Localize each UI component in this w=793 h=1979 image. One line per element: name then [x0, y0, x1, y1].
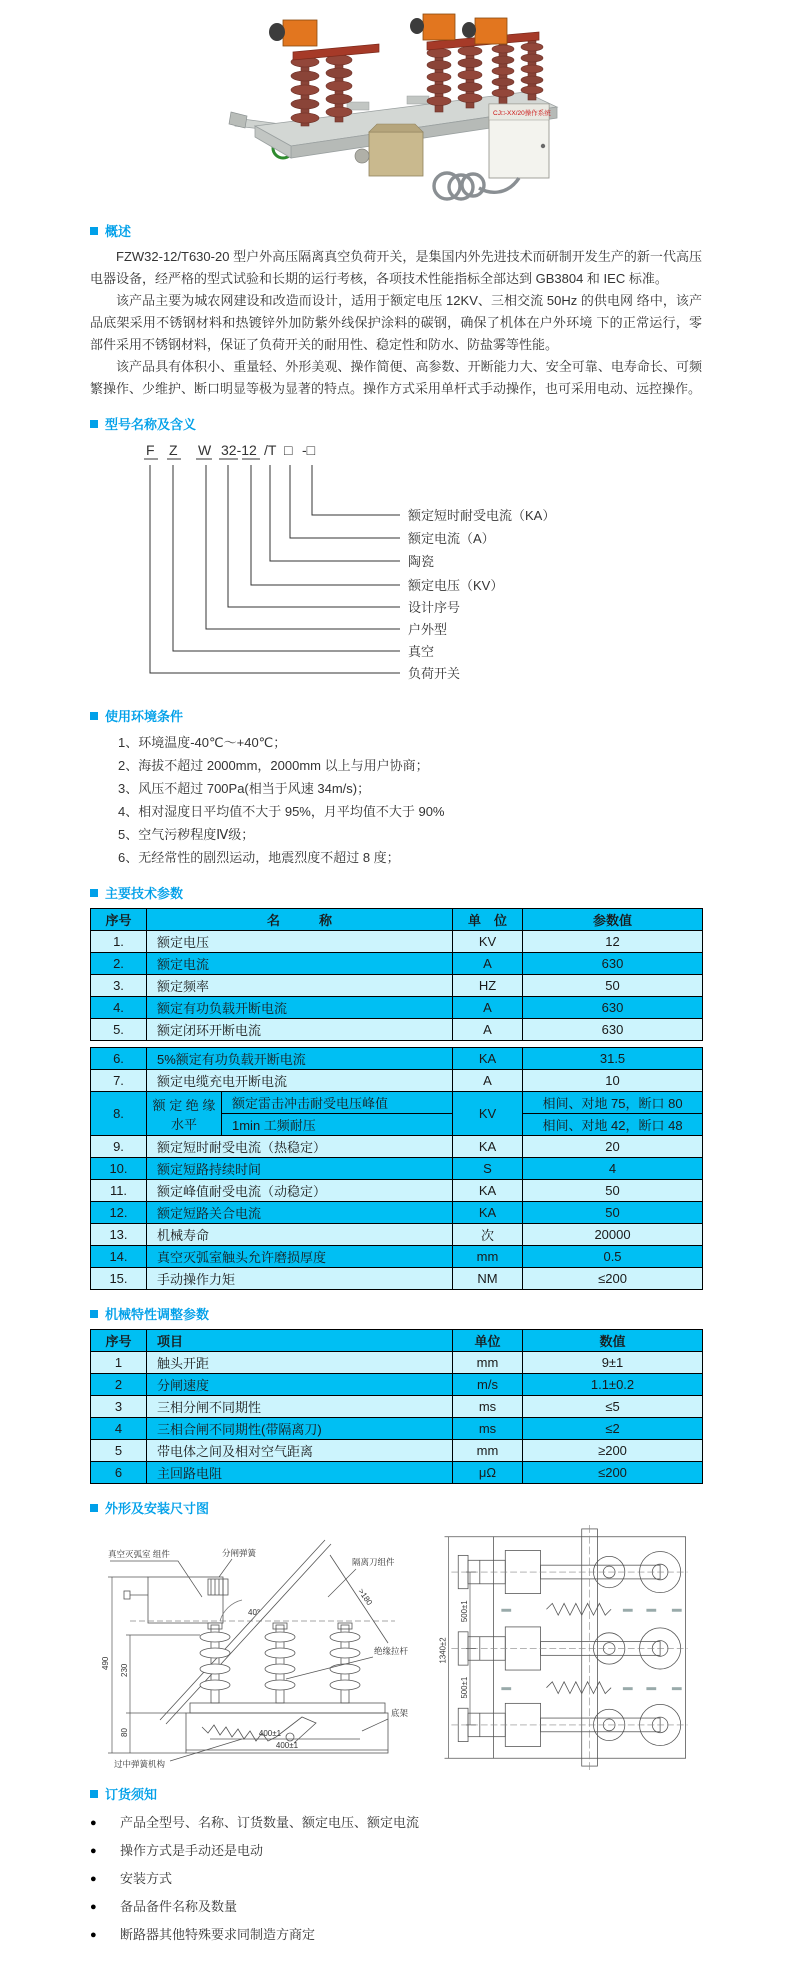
spring-bottom	[546, 1682, 611, 1694]
insulator-outline	[200, 1623, 360, 1703]
table-row	[91, 997, 703, 1019]
section-bullet-icon	[90, 227, 98, 235]
cell-value: 相间、对地 75，断口 80	[523, 1092, 703, 1114]
cell-no: 6.	[91, 1048, 147, 1070]
cell-value: 630	[523, 1019, 703, 1041]
dim-490: 490	[101, 1656, 110, 1670]
table-row	[91, 1202, 703, 1224]
callout-base-frame: 底架	[391, 1708, 409, 1718]
environment-item: 2、海拔不超过 2000mm，2000mm 以上与用户协商；	[118, 758, 429, 773]
model-part-W: W	[198, 442, 212, 458]
cell-no: 1	[91, 1352, 147, 1374]
cell-unit: A	[453, 1019, 523, 1041]
cell-name: 额定短路持续时间	[147, 1158, 453, 1180]
environment-title-text: 使用环境条件	[105, 709, 184, 724]
model-part-T: /T	[264, 442, 277, 458]
cell-no: 2.	[91, 953, 147, 975]
cell-value: ≤200	[523, 1268, 703, 1290]
table-row	[91, 931, 703, 953]
section-environment-title	[90, 706, 702, 725]
environment-item: 6、无经常性的剧烈运动，地震烈度不超过 8 度；	[118, 850, 400, 865]
model-label-outdoor: 户外型	[408, 622, 448, 637]
environment-item: 5、空气污秽程度Ⅳ级；	[118, 827, 255, 842]
dim-80: 80	[120, 1728, 129, 1737]
cell-name: 额定闭环开断电流	[147, 1019, 453, 1041]
dimension-drawings	[90, 1525, 702, 1770]
cell-unit: ms	[453, 1396, 523, 1418]
cell-name: 主回路电阻	[147, 1462, 453, 1484]
bullet-icon: ●	[90, 1845, 97, 1857]
section-overview-title	[90, 221, 702, 240]
table-row	[91, 1158, 703, 1180]
cell-unit: KV	[453, 1092, 523, 1136]
table-row	[91, 953, 703, 975]
mech-params-table	[90, 1329, 703, 1484]
dim-500-bottom: 500±1	[460, 1676, 470, 1699]
overview-paragraph-3: 该产品具有体积小、重量轻、外形美观、操作简便、高参数、开断能力大、安全可靠、电寿命长、可频繁操作、少维护、断口明显等极为显著的特点。操作方式采用单杆式手动操作，也可采用电动、远控操作。	[90, 359, 702, 396]
cell-value: 相间、对地 42，断口 48	[523, 1114, 703, 1136]
main-params-title-text: 主要技术参数	[105, 886, 184, 901]
model-part-F: F	[146, 442, 155, 458]
cell-no: 8.	[91, 1092, 147, 1136]
main-params-table-bottom	[90, 1047, 703, 1290]
cell-unit: A	[453, 997, 523, 1019]
cell-name: 额定电流	[147, 953, 453, 975]
cell-unit: A	[453, 953, 523, 975]
cell-unit: KA	[453, 1202, 523, 1224]
cell-value: ≤5	[523, 1396, 703, 1418]
header-cell: 名 称	[147, 909, 453, 931]
control-box-label: CJ□-XX/20操作系统	[492, 110, 551, 117]
cell-name: 分闸速度	[147, 1374, 453, 1396]
model-label-ceramic: 陶瓷	[408, 554, 435, 569]
header-cell: 单 位	[453, 909, 523, 931]
right-dimension-drawing	[434, 1525, 702, 1770]
cell-name: 额定频率	[147, 975, 453, 997]
model-title-text: 型号名称及含义	[105, 417, 197, 432]
header-cell: 序号	[91, 909, 147, 931]
cell-no: 15.	[91, 1268, 147, 1290]
table-row-insulation-1	[91, 1092, 703, 1114]
cell-name: 三相合闸不同期性(带隔离刀)	[147, 1418, 453, 1440]
ordering-item-text: 断路器其他特殊要求同制造方商定	[120, 1927, 316, 1942]
ordering-item	[90, 1837, 702, 1865]
model-label-load-switch: 负荷开关	[408, 666, 461, 681]
table-row	[91, 1396, 703, 1418]
callout-vacuum-interrupter: 真空灭弧室 组件	[108, 1549, 170, 1559]
model-part-Z: Z	[169, 442, 178, 458]
table-row	[91, 1352, 703, 1374]
overview-title-text: 概述	[105, 224, 132, 239]
cell-value: ≤2	[523, 1418, 703, 1440]
table-row	[91, 1246, 703, 1268]
cell-value: 12	[523, 931, 703, 953]
cell-unit: mm	[453, 1246, 523, 1268]
cell-no: 5.	[91, 1019, 147, 1041]
ordering-item	[90, 1893, 702, 1921]
cell-unit: KV	[453, 931, 523, 953]
model-code-diagram	[90, 439, 702, 689]
ordering-title-text: 订货须知	[105, 1787, 158, 1802]
cell-value: 20000	[523, 1224, 703, 1246]
ordering-item	[90, 1865, 702, 1893]
dim-400-1: 400±1	[258, 1729, 282, 1738]
cell-unit: mm	[453, 1440, 523, 1462]
cell-name: 额定电缆充电开断电流	[147, 1070, 453, 1092]
table-header-row	[91, 909, 703, 931]
ordering-item	[90, 1921, 702, 1949]
cell-name: 额定电压	[147, 931, 453, 953]
cell-insulation-group: 额 定 绝 缘水平	[147, 1092, 222, 1136]
table-header-row	[91, 1330, 703, 1352]
environment-item: 1、环境温度-40℃～+40℃；	[118, 735, 287, 750]
cell-value: 10	[523, 1070, 703, 1092]
cell-no: 7.	[91, 1070, 147, 1092]
model-part-3212: 32-12	[221, 442, 257, 458]
environment-item: 4、相对湿度日平均值不大于 95%，月平均值不大于 90%	[118, 804, 445, 819]
cell-value: 9±1	[523, 1352, 703, 1374]
cell-value: 50	[523, 975, 703, 997]
cell-name: 额定雷击冲击耐受电压峰值	[222, 1092, 453, 1114]
cell-value: 50	[523, 1180, 703, 1202]
callout-insulating-rod: 绝缘拉杆	[374, 1646, 409, 1656]
cell-name: 1min 工频耐压	[222, 1114, 453, 1136]
cell-unit: S	[453, 1158, 523, 1180]
cell-name: 触头开距	[147, 1352, 453, 1374]
cell-no: 12.	[91, 1202, 147, 1224]
cell-unit: 次	[453, 1224, 523, 1246]
dim-500-top: 500±1	[460, 1600, 470, 1623]
environment-item: 3、风压不超过 700Pa(相当于风速 34m/s)；	[118, 781, 371, 796]
dim-230: 230	[120, 1663, 129, 1677]
cell-no: 5	[91, 1440, 147, 1462]
section-mech-params-title	[90, 1304, 702, 1323]
cell-no: 14.	[91, 1246, 147, 1268]
cell-no: 1.	[91, 931, 147, 953]
ordering-item	[90, 1809, 702, 1837]
header-cell: 数值	[523, 1330, 703, 1352]
drive-box-1	[283, 20, 317, 46]
header-cell: 单位	[453, 1330, 523, 1352]
cell-name: 额定短时耐受电流（热稳定）	[147, 1136, 453, 1158]
section-ordering-title	[90, 1784, 702, 1803]
cell-value: 4	[523, 1158, 703, 1180]
table-row	[91, 975, 703, 997]
callout-over-center-spring: 过中弹簧机构	[114, 1759, 166, 1769]
cell-no: 2	[91, 1374, 147, 1396]
dimensions-title-text: 外形及安装尺寸图	[105, 1501, 210, 1516]
section-bullet-icon	[90, 420, 98, 428]
cell-value: 1.1±0.2	[523, 1374, 703, 1396]
section-bullet-icon	[90, 1504, 98, 1512]
control-box	[489, 104, 551, 178]
contact-arms	[269, 14, 539, 60]
cell-value: 0.5	[523, 1246, 703, 1268]
cell-unit: HZ	[453, 975, 523, 997]
cell-value: 20	[523, 1136, 703, 1158]
model-label-rated-current: 额定电流（A）	[408, 531, 495, 546]
cell-no: 10.	[91, 1158, 147, 1180]
cell-no: 4.	[91, 997, 147, 1019]
cell-no: 3	[91, 1396, 147, 1418]
dim-400-2: 400±1	[275, 1741, 299, 1750]
cell-unit: mm	[453, 1352, 523, 1374]
table-row	[91, 1136, 703, 1158]
bullet-icon: ●	[90, 1929, 97, 1941]
cell-name: 5%额定有功负载开断电流	[147, 1048, 453, 1070]
spring-top	[546, 1603, 611, 1615]
cell-value: 630	[523, 997, 703, 1019]
cell-unit: m/s	[453, 1374, 523, 1396]
cell-name: 额定短路关合电流	[147, 1202, 453, 1224]
ordering-item-text: 产品全型号、名称、订货数量、额定电压、额定电流	[120, 1815, 420, 1830]
model-label-design-serial: 设计序号	[408, 600, 461, 615]
ordering-item-text: 安装方式	[120, 1871, 173, 1886]
ordering-item-text: 操作方式是手动还是电动	[120, 1843, 264, 1858]
section-model-title	[90, 414, 702, 433]
cell-name: 手动操作力矩	[147, 1268, 453, 1290]
product-photo-illustration	[227, 6, 567, 204]
table-row	[91, 1374, 703, 1396]
cell-name: 三相分闸不同期性	[147, 1396, 453, 1418]
ordering-item-text: 备品备件名称及数量	[120, 1899, 238, 1914]
section-bullet-icon	[90, 712, 98, 720]
bullet-icon: ●	[90, 1817, 97, 1829]
cell-value: ≥200	[523, 1440, 703, 1462]
cell-value: 31.5	[523, 1048, 703, 1070]
mech-params-title-text: 机械特性调整参数	[105, 1307, 210, 1322]
cell-value: 630	[523, 953, 703, 975]
cell-no: 11.	[91, 1180, 147, 1202]
table-row	[91, 1048, 703, 1070]
table-row	[91, 1070, 703, 1092]
model-label-vacuum: 真空	[408, 644, 435, 659]
table-row	[91, 1180, 703, 1202]
table-row	[91, 1440, 703, 1462]
drive-box-3	[475, 18, 507, 44]
overview-paragraph-2: 该产品主要为城农网建设和改造而设计，适用于额定电压 12KV、三相交流 50Hz 的供电网 络中，该产品底架采用不锈钢材料和热镀锌外加防紫外线保护涂料的碳钢，确保了机体在户外环境 下的正常运行，零部件采用不锈钢材料，保证了负荷开关的耐用性、稳定性和防水、防盐雾等性能。	[90, 293, 702, 352]
header-cell: 项目	[147, 1330, 453, 1352]
cell-unit: KA	[453, 1180, 523, 1202]
cell-unit: μΩ	[453, 1462, 523, 1484]
bullet-icon: ●	[90, 1901, 97, 1913]
cell-name: 额定有功负载开断电流	[147, 997, 453, 1019]
product-document-page	[0, 6, 793, 1979]
product-photo	[227, 6, 567, 207]
cell-no: 4	[91, 1418, 147, 1440]
table-row	[91, 1019, 703, 1041]
cell-no: 9.	[91, 1136, 147, 1158]
callout-opening-spring: 分闸弹簧	[222, 1548, 257, 1558]
drive-box-2	[423, 14, 455, 40]
section-dimensions-title	[90, 1498, 702, 1517]
callout-isolating-knife: 隔离刀组件	[352, 1557, 395, 1567]
cell-name: 机械寿命	[147, 1224, 453, 1246]
cell-name: 真空灭弧室触头允许磨损厚度	[147, 1246, 453, 1268]
model-part-box2: -□	[302, 442, 316, 458]
cell-no: 6	[91, 1462, 147, 1484]
table-row	[91, 1418, 703, 1440]
section-bullet-icon	[90, 1790, 98, 1798]
table-row	[91, 1224, 703, 1246]
cell-name: 带电体之间及相对空气距离	[147, 1440, 453, 1462]
dim-gt180: >180	[356, 1586, 375, 1607]
table-row	[91, 1462, 703, 1484]
phase-assemblies	[451, 1550, 687, 1746]
overview-paragraph-1: FZW32-12/T630-20 型户外高压隔离真空负荷开关，是集国内外先进技术而研制开发生产的新一代高压电器设备，经严格的型式试验和长期的运行考核，各项技术性能指标全部达到 GB3804 和 IEC 标准。	[90, 249, 702, 286]
section-bullet-icon	[90, 1310, 98, 1318]
angle-40: 40°	[248, 1608, 261, 1617]
header-cell: 参数值	[523, 909, 703, 931]
cell-value: 50	[523, 1202, 703, 1224]
cell-unit: KA	[453, 1136, 523, 1158]
section-main-params-title	[90, 883, 702, 902]
cell-no: 13.	[91, 1224, 147, 1246]
model-label-short-time-current: 额定短时耐受电流（KA）	[408, 508, 556, 523]
section-bullet-icon	[90, 889, 98, 897]
cell-unit: KA	[453, 1048, 523, 1070]
cell-value: ≤200	[523, 1462, 703, 1484]
bullet-icon: ●	[90, 1873, 97, 1885]
table-row	[91, 1268, 703, 1290]
cell-no: 3.	[91, 975, 147, 997]
cell-unit: ms	[453, 1418, 523, 1440]
cell-name: 额定峰值耐受电流（动稳定）	[147, 1180, 453, 1202]
model-part-box1: □	[284, 442, 293, 458]
dim-1340: 1340±2	[438, 1637, 448, 1664]
cell-unit: A	[453, 1070, 523, 1092]
model-label-rated-voltage: 额定电压（KV）	[408, 578, 504, 593]
header-cell: 序号	[91, 1330, 147, 1352]
left-dimension-drawing	[90, 1525, 420, 1770]
box-latch	[540, 144, 544, 148]
main-params-table-top	[90, 908, 703, 1041]
cell-unit: NM	[453, 1268, 523, 1290]
